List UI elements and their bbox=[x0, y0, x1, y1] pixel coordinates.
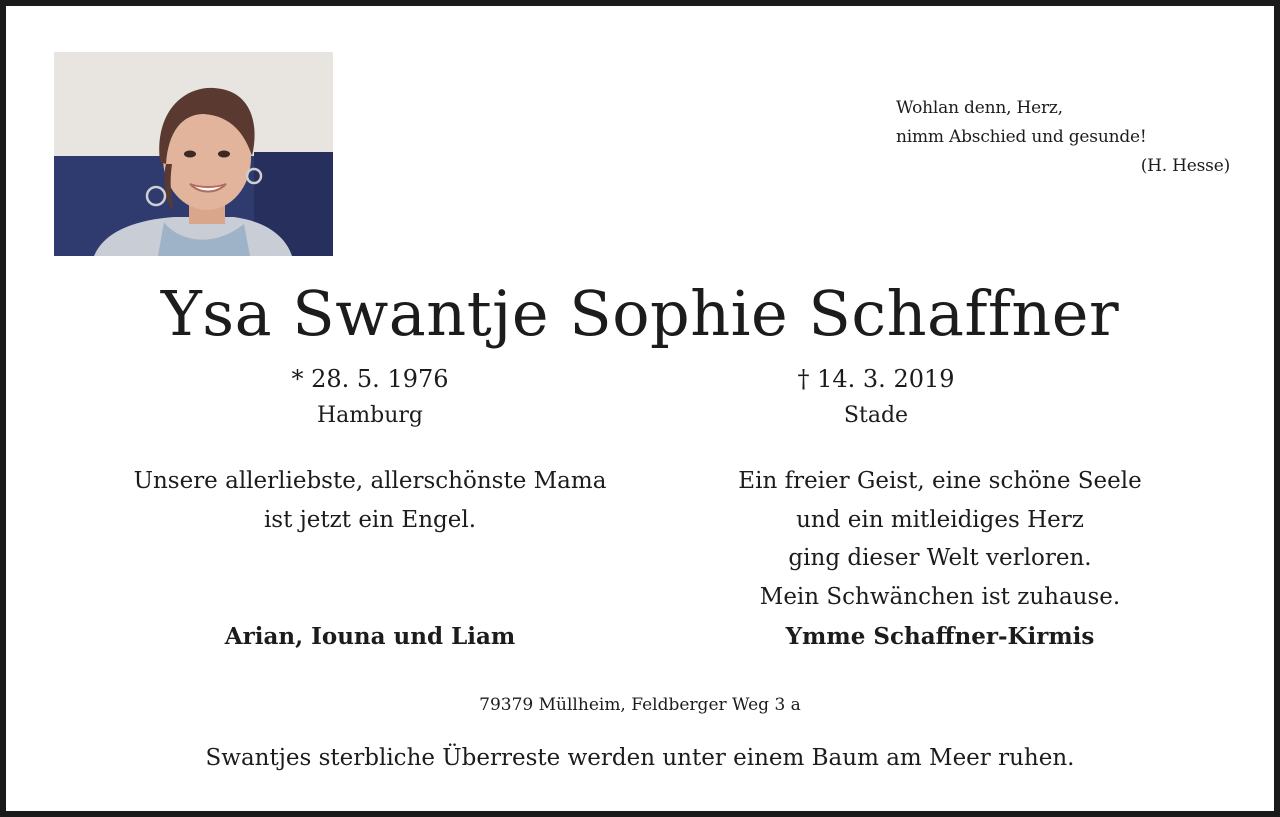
message-line: ging dieser Welt verloren. bbox=[788, 545, 1092, 571]
message-line: Ein freier Geist, eine schöne Seele bbox=[738, 468, 1142, 494]
right-message bbox=[620, 462, 1260, 616]
message-line: ist jetzt ein Engel. bbox=[263, 506, 477, 533]
hesse-quote bbox=[896, 94, 1230, 181]
right-signature: Ymme Schaffner-Kirmis bbox=[785, 623, 1095, 650]
message-line: und ein mitleidiges Herz bbox=[796, 506, 1084, 533]
left-signature: Arian, Iouna und Liam bbox=[224, 623, 516, 650]
portrait-photo bbox=[54, 52, 333, 256]
birth-date: * 28. 5. 1976 bbox=[291, 365, 449, 393]
message-line: Mein Schwänchen ist zuhause. bbox=[759, 583, 1121, 610]
quote-line: nimm Abschied und gesunde! bbox=[896, 127, 1147, 147]
closing-remark: Swantjes sterbliche Überreste werden unter einem Baum am Meer ruhen. bbox=[205, 745, 1075, 771]
quote-author: (H. Hesse) bbox=[1140, 156, 1230, 176]
message-line: Unsere allerliebste, allerschönste Mama bbox=[133, 468, 607, 494]
death-date: † 14. 3. 2019 bbox=[797, 365, 955, 393]
left-message bbox=[70, 462, 670, 539]
birth-place: Hamburg bbox=[316, 403, 423, 428]
address: 79379 Müllheim, Feldberger Weg 3 a bbox=[479, 695, 801, 715]
death-place: Stade bbox=[843, 403, 909, 428]
quote-line: Wohlan denn, Herz, bbox=[896, 98, 1063, 118]
deceased-name: Ysa Swantje Sophie Schaffner bbox=[160, 277, 1120, 350]
